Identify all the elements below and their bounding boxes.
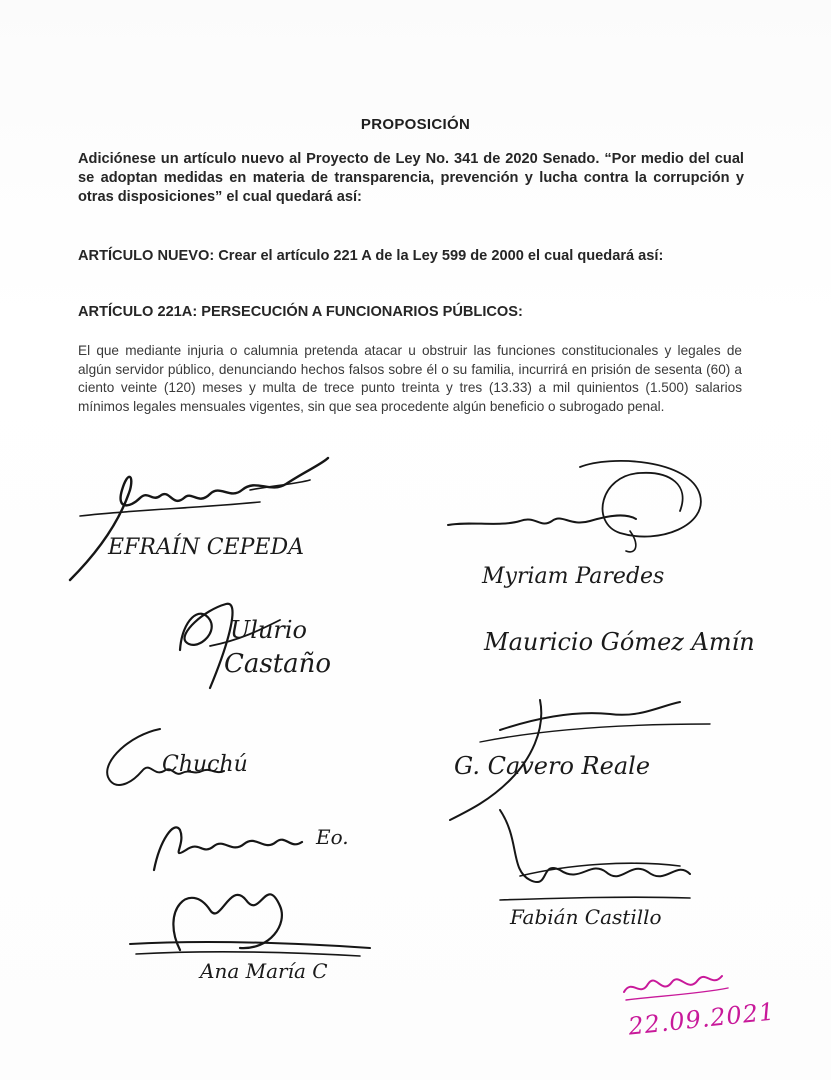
signature-6 [140,800,400,880]
document-title: PROPOSICIÓN [360,116,471,133]
article-body: El que mediante injuria o calumnia pretenda atacar u obstruir las funciones constitucionales y legales de algún servidor público, denunciando hechos falsos sobre él o su familia, incurrirá en prisión de sesenta (60) a ciento veinte (120) meses y multa de trece punto treinta y tres (13.33) a mil quinientos (1.500) salarios mínimos legales mensuales vigentes, sin que sea procedente algún beneficio o subrogado penal. [78,343,742,414]
signature-4 [90,715,320,805]
signature-1 [60,450,340,590]
intro-paragraph: Adiciónese un artículo nuevo al Proyecto de Ley No. 341 de 2020 Senado. “Por medio del cual se adoptan medidas en materia de transparencia, prevención y lucha contra la corrupción y otras disposiciones” el cual quedará así: [78,151,744,205]
svg-text:Mauricio Gómez Amín: Mauricio Gómez Amín [484,628,755,656]
stamp-initials [618,958,738,1008]
svg-text:Myriam Paredes: Myriam Paredes [482,564,665,589]
signature-7 [120,870,390,990]
new-article-paragraph: ARTÍCULO NUEVO: Crear el artículo 221 A de la Ley 599 de 2000 el cual quedará así: [78,248,664,264]
svg-text:Ana María C: Ana María C [200,959,328,983]
signature-3 [170,590,400,700]
svg-text:Fabián Castillo: Fabián Castillo [510,905,662,929]
signature-8 [480,800,710,940]
signature-3-line1: Ulurio [230,616,307,644]
signature-3-line2: Castaño [224,649,332,679]
svg-text:G. Cavero Reale: G. Cavero Reale [454,752,651,780]
signature-3b [480,610,780,670]
svg-text:EFRAÍN CEPEDA: EFRAÍN CEPEDA [108,535,304,560]
signature-2 [440,455,730,595]
signature-6-suffix: Eo. [316,825,349,849]
signature-4-text: Chuchú [162,752,248,777]
stamp-date: 22.09.2021 [626,997,777,1041]
article-heading: ARTÍCULO 221A: PERSECUCIÓN A FUNCIONARIOS PÚBLICOS: [78,304,523,320]
